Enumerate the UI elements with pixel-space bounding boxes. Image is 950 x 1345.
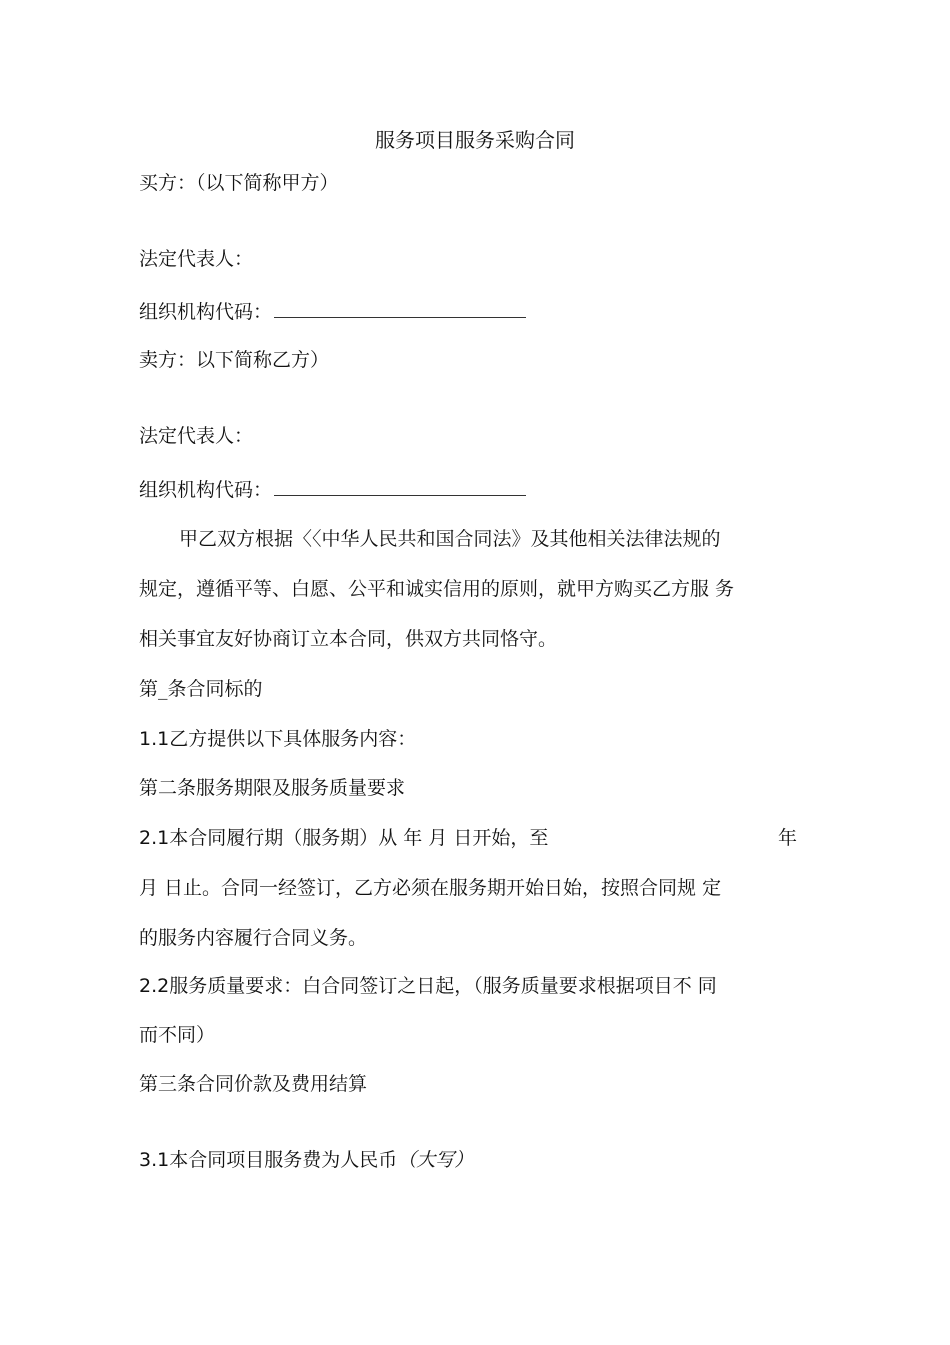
seller-org-code	[139, 477, 526, 502]
clause-2-2	[139, 974, 717, 998]
clause-2-2-text: 服务质量要求：白合同签订之日起，（服务质量要求根据项目不 同	[169, 975, 717, 997]
clause-3-1-note: （大写）	[397, 1149, 474, 1171]
clause-3-1	[139, 1148, 473, 1172]
buyer-org-code-label: 组织机构代码：	[139, 301, 273, 323]
buyer-org-code-blank	[274, 299, 526, 318]
clause-2-1-line-2: 月 日止。合同一经签订，乙方必须在服务期开始日始，按照合同规 定	[139, 877, 722, 899]
clause-2-1-year: 年	[778, 827, 798, 849]
seller-line: 卖方：以下简称乙方）	[139, 349, 330, 371]
article-1-heading: 第_条合同标的	[139, 678, 263, 700]
buyer-line: 买方：（以下简称甲方）	[139, 172, 339, 194]
intro-line-2: 规定，遵循平等、白愿、公平和诚实信用的原则，就甲方购买乙方服 务	[139, 578, 735, 600]
clause-2-1-text: 本合同履行期（服务期）从 年 月 日开始，至	[169, 827, 549, 849]
clause-1-1	[139, 727, 416, 751]
clause-2-1-number: 2.1	[139, 827, 170, 849]
seller-org-code-label: 组织机构代码：	[139, 479, 273, 501]
intro-line-3: 相关事宜友好协商订立本合同，供双方共同恪守。	[139, 628, 558, 650]
intro-paragraph	[139, 527, 804, 551]
clause-2-2-number: 2.2	[139, 975, 170, 997]
article-3-heading: 第三条合同价款及费用结算	[139, 1073, 368, 1095]
intro-paragraph-2	[139, 577, 804, 601]
buyer-legal-rep: 法定代表人：	[139, 248, 254, 270]
clause-3-1-number: 3.1	[139, 1149, 170, 1171]
article-2-heading: 第二条服务期限及服务质量要求	[139, 777, 406, 799]
buyer-org-code	[139, 299, 526, 324]
intro-line-1: 甲乙双方根据〈〈中华人民共和国合同法》及其他相关法律法规的	[179, 528, 721, 550]
clause-3-1-text: 本合同项目服务费为人民币	[169, 1149, 398, 1171]
clause-2-2-line-2: 而不同）	[139, 1024, 216, 1046]
seller-org-code-blank	[274, 477, 526, 496]
document-title: 服务项目服务采购合同	[375, 128, 575, 152]
intro-paragraph-3	[139, 627, 804, 651]
clause-2-1	[139, 826, 548, 850]
seller-legal-rep: 法定代表人：	[139, 425, 254, 447]
clause-1-1-text: 乙方提供以下具体服务内容：	[169, 728, 417, 750]
clause-2-1-line-3: 的服务内容履行合同义务。	[139, 927, 368, 949]
clause-1-1-number: 1.1	[139, 728, 170, 750]
